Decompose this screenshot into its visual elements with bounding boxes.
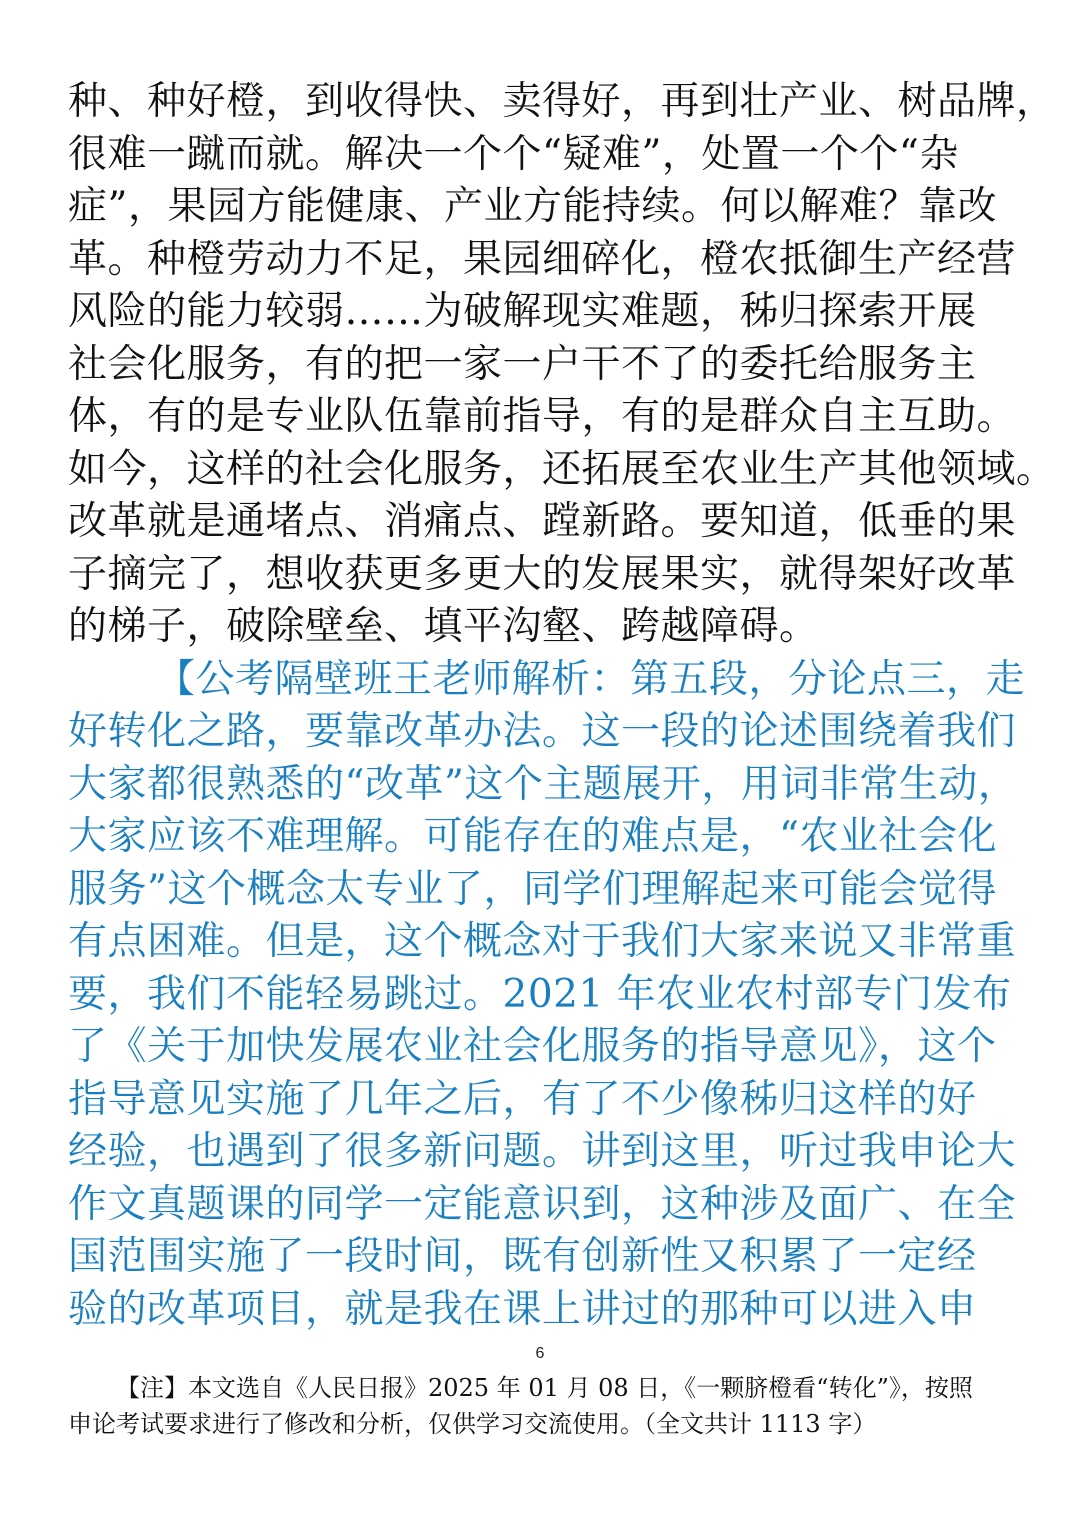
analysis-line: 了《关于加快发展农业社会化服务的指导意见》，这个: [68, 1024, 997, 1069]
text-line: 症”，果园方能健康、产业方能持续。何以解难？靠改: [68, 184, 997, 229]
analysis-line: 要，我们不能轻易跳过。2021 年农业农村部专门发布: [68, 971, 1012, 1017]
text-line: 很难一蹴而就。解决一个个“疑难”，处置一个个“杂: [68, 131, 959, 177]
analysis-line: 有点困难。但是，这个概念对于我们大家来说又非常重: [68, 919, 1017, 964]
analysis-line: 验的改革项目，就是我在课上讲过的那种可以进入申: [68, 1286, 977, 1332]
analysis-line: 服务”这个概念太专业了，同学们理解起来可能会觉得: [68, 866, 997, 912]
analysis-line: 好转化之路，要靠改革办法。这一段的论述围绕着我们: [68, 709, 1017, 754]
text-line: 改革就是通堵点、消痛点、蹚新路。要知道，低垂的果: [68, 499, 1017, 544]
text-line: 的梯子，破除壁垒、填平沟壑、跨越障碍。: [68, 604, 819, 649]
text-line: 子摘完了，想收获更多更大的发展果实，就得架好改革: [68, 551, 1017, 597]
analysis-line: 经验，也遇到了很多新问题。讲到这里，听过我申论大: [68, 1129, 1017, 1174]
analysis-line: 指导意见实施了几年之后，有了不少像秭归这样的好: [68, 1076, 977, 1122]
text-line: 风险的能力较弱……为破解现实难题，秭归探索开展: [68, 289, 977, 334]
analysis-line: 大家都很熟悉的“改革”这个主题展开，用词非常生动，: [68, 761, 1018, 807]
footnote-line: 【注】本文选自《人民日报》2025 年 01 月 08 日，《一颗脐橙看“转化”》，按照: [116, 1374, 973, 1402]
text-line: 如今，这样的社会化服务，还拓展至农业生产其他领域。: [68, 446, 1056, 492]
analysis-line: 国范围实施了一段时间，既有创新性又积累了一定经: [68, 1234, 977, 1279]
article-paragraph: [68, 76, 1056, 654]
text-line: 体，有的是专业队伍靠前指导，有的是群众自主互助。: [68, 394, 1017, 439]
text-line: 革。种橙劳动力不足，果园细碎化，橙农抵御生产经营: [68, 236, 1017, 282]
analysis-paragraph: [68, 654, 1026, 1337]
analysis-line: 大家应该不难理解。可能存在的难点是，“农业社会化: [68, 814, 997, 859]
footnote-line: 申论考试要求进行了修改和分析，仅供学习交流使用。（全文共计 1113 字）: [68, 1410, 877, 1438]
analysis-line: 作文真题课的同学一定能意识到，这种涉及面广、在全: [68, 1181, 1017, 1227]
text-line: 种、种好橙，到收得快、卖得好，再到壮产业、树品牌，: [68, 79, 1056, 124]
analysis-line: 【公考隔壁班王老师解析：第五段，分论点三，走: [156, 656, 1026, 702]
page-number: 6: [535, 1345, 545, 1362]
text-line: 社会化服务，有的把一家一户干不了的委托给服务主: [68, 341, 977, 387]
footnote: [68, 1370, 1018, 1442]
article-body: [68, 76, 1056, 1336]
